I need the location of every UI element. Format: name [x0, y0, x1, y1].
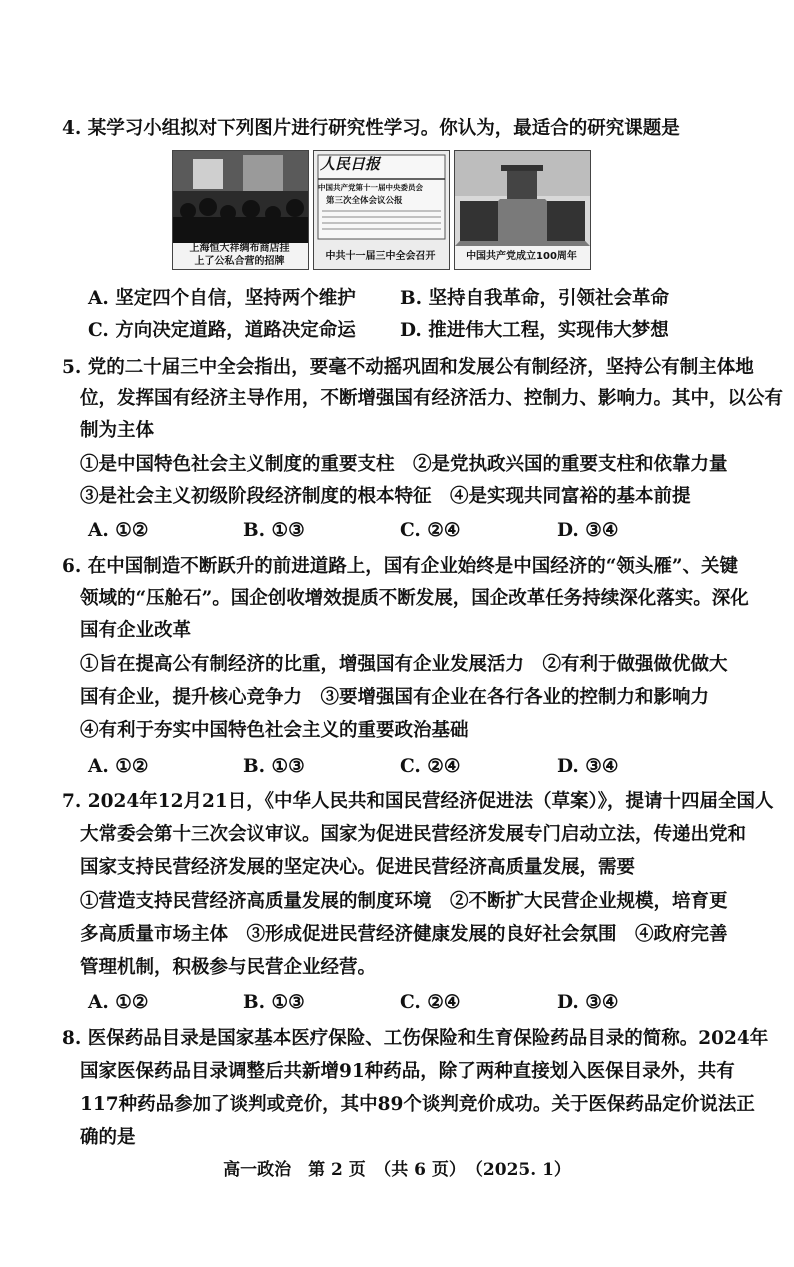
question-8-stem-2: 国家医保药品目录调整后共新增91种药品，除了两种直接划入医保目录外，共有 [80, 1061, 735, 1082]
q5-option-d: D. ③④ [557, 520, 619, 541]
question-7-stem-2: 大常委会第十三次会议审议。国家为促进民营经济发展专门启动立法，传递出党和 [80, 824, 747, 845]
q5-option-c: C. ②④ [400, 520, 461, 541]
question-6-stem-2: 领域的“压舱石”。国企创收增效提质不断发展，国企改革任务持续深化落实。深化 [80, 588, 749, 609]
question-6-stem-3: 国有企业改革 [80, 620, 192, 641]
q5-option-b: B. ①③ [243, 520, 305, 541]
page-footer: 高一政治 第 2 页 （共 6 页） （2025. 1） [223, 1160, 571, 1180]
question-5-stem-3: 制为主体 [80, 420, 155, 441]
question-6-item-2: 国有企业，提升核心竞争力 ③要增强国有企业在各行各业的控制力和影响力 [80, 687, 710, 708]
question-6-stem-1: 6. 在中国制造不断跃升的前进道路上，国有企业始终是中国经济的“领头雁”、关键 [62, 556, 739, 577]
question-6-item-3: ④有利于夯实中国特色社会主义的重要政治基础 [80, 720, 469, 741]
q6-option-c: C. ②④ [400, 756, 461, 777]
photo-3-caption: 中国共产党成立100周年 [466, 251, 577, 262]
q7-option-b: B. ①③ [243, 992, 305, 1013]
question-8-stem-3: 117种药品参加了谈判或竞价，其中89个谈判竞价成功。关于医保药品定价说法正 [80, 1094, 755, 1115]
q6-option-d: D. ③④ [557, 756, 619, 777]
q4-option-d: D. 推进伟大工程，实现伟大梦想 [400, 320, 669, 341]
question-4-stem: 4. 某学习小组拟对下列图片进行研究性学习。你认为，最适合的研究课题是 [62, 118, 680, 139]
question-5-stem-1: 5. 党的二十届三中全会指出，要毫不动摇巩固和发展公有制经济，坚持公有制主体地 [62, 357, 754, 378]
q7-option-c: C. ②④ [400, 992, 461, 1013]
q7-option-d: D. ③④ [557, 992, 619, 1013]
question-5-item-1: ①是中国特色社会主义制度的重要支柱 ②是党执政兴国的重要支柱和依靠力量 [80, 454, 728, 475]
question-5-stem-2: 位，发挥国有经济主导作用，不断增强国有经济活力、控制力、影响力。其中，以公有 [80, 388, 784, 409]
newspaper-masthead: 人民日报 [320, 155, 381, 173]
q4-option-c: C. 方向决定道路，道路决定命运 [88, 320, 356, 341]
photo-1-caption-line2: 上了公私合营的招牌 [194, 256, 285, 267]
q4-option-a: A. 坚定四个自信，坚持两个维护 [88, 288, 356, 309]
question-7-item-3: 管理机制，积极参与民营企业经营。 [80, 957, 377, 978]
question-7-item-1: ①营造支持民营经济高质量发展的制度环境 ②不断扩大民营企业规模，培育更 [80, 891, 728, 912]
q6-option-a: A. ①② [88, 756, 149, 777]
photo-1-caption-line1: 上海恒大祥绸布商店挂 [189, 243, 290, 254]
question-7-stem-3: 国家支持民营经济发展的坚定决心。促进民营经济高质量发展，需要 [80, 857, 636, 878]
question-5-item-2: ③是社会主义初级阶段经济制度的根本特征 ④是实现共同富裕的基本前提 [80, 486, 691, 507]
q7-option-a: A. ①② [88, 992, 149, 1013]
question-7-stem-1: 7. 2024年12月21日，《中华人民共和国民营经济促进法（草案）》，提请十四届全国人 [62, 791, 774, 812]
q5-option-a: A. ①② [88, 520, 149, 541]
photo-1-caption [172, 242, 307, 268]
question-8-stem-1: 8. 医保药品目录是国家基本医疗保险、工伤保险和生育保险药品目录的简称。2024年 [62, 1028, 769, 1049]
q6-option-b: B. ①③ [243, 756, 305, 777]
question-7-item-2: 多高质量市场主体 ③形成促进民营经济健康发展的良好社会氛围 ④政府完善 [80, 924, 728, 945]
q4-option-b: B. 坚持自我革命，引领社会革命 [400, 288, 670, 309]
photo-2-caption: 中共十一届三中全会召开 [325, 251, 436, 262]
newspaper-headline-1: 中国共产党第十一届中央委员会 [318, 183, 423, 192]
question-6-item-1: ①旨在提高公有制经济的比重，增强国有企业发展活力 ②有利于做强做优做大 [80, 654, 728, 675]
newspaper-headline-2: 第三次全体会议公报 [326, 196, 403, 206]
question-8-stem-4: 确的是 [80, 1127, 136, 1148]
